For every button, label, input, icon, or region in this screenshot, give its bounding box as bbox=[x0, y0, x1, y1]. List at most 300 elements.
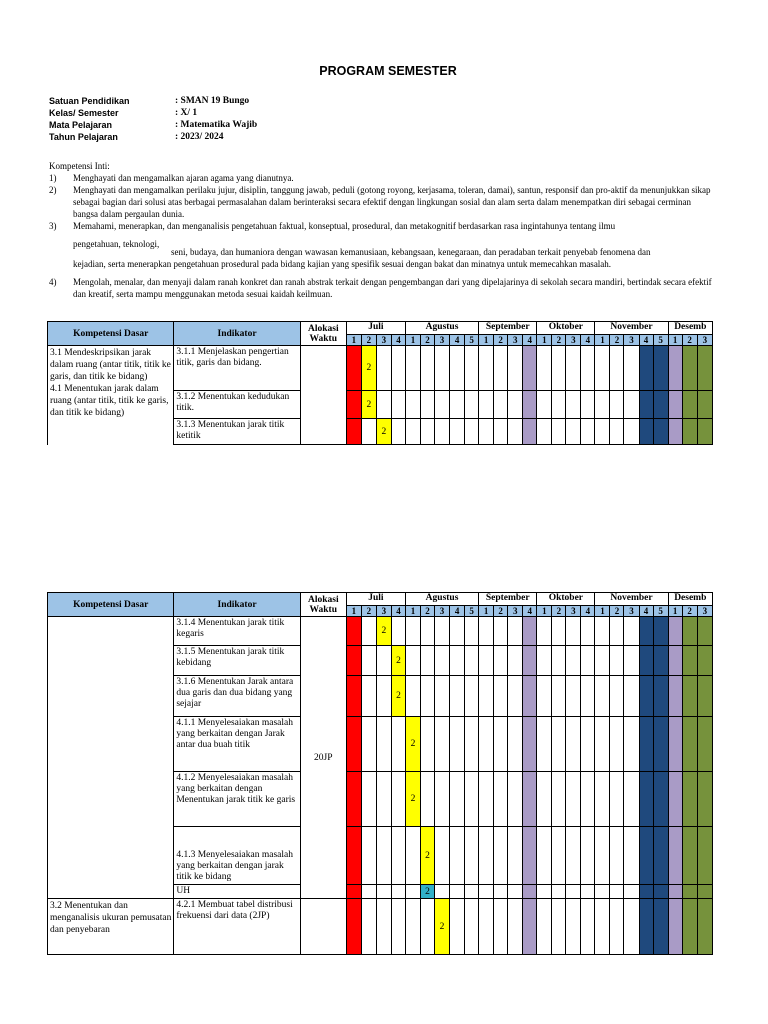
ki-text: Menghayati dan mengamalkan perilaku jujur, disiplin, tanggung jawab, peduli (gotong royong, kerjasama, toleran, damai), santun, responsif dan pro-aktif da menunjukkan sikap sebagai bagian dari solusi atas berbagai permasalahan dalam berinteraksi secara efektif dengan lingkungan sosial dan alam serta dalam menempatkan diri sebagai cerminan bangsa dalam pergaulan dunia. bbox=[73, 185, 711, 219]
week-cell bbox=[610, 717, 624, 772]
meta-row bbox=[49, 119, 257, 131]
week-cell bbox=[346, 827, 361, 885]
week-cell bbox=[537, 617, 552, 646]
ki-text-line: Memahami, menerapkan, dan menganalisis pengetahuan faktual, konseptual, prosedural, dan metakognitif berdasarkan rasa ingintahunya tentang ilmu bbox=[73, 221, 616, 231]
week-cell bbox=[435, 646, 450, 676]
ki-item bbox=[49, 172, 714, 184]
week-cell bbox=[653, 419, 668, 445]
week-cell bbox=[537, 419, 552, 445]
week-cell bbox=[346, 899, 361, 955]
week-cell bbox=[581, 772, 595, 827]
week-cell bbox=[610, 899, 624, 955]
week-cell bbox=[668, 899, 682, 955]
week-cell bbox=[682, 419, 697, 445]
week-cell bbox=[479, 885, 494, 899]
week-cell bbox=[653, 617, 668, 646]
week-cell bbox=[552, 646, 566, 676]
week-cell bbox=[581, 717, 595, 772]
week-cell bbox=[450, 717, 465, 772]
header-indikator: Indikator bbox=[174, 322, 300, 346]
week-cell bbox=[346, 646, 361, 676]
header-week: 5 bbox=[465, 606, 479, 617]
week-cell bbox=[479, 346, 494, 391]
alokasi-cell bbox=[300, 899, 346, 955]
week-cell bbox=[435, 717, 450, 772]
week-cell bbox=[610, 617, 624, 646]
week-cell bbox=[361, 676, 376, 717]
week-cell bbox=[465, 885, 479, 899]
week-cell bbox=[361, 772, 376, 827]
schedule-value: 2 bbox=[376, 419, 391, 445]
header-month: November bbox=[595, 593, 668, 606]
week-cell bbox=[610, 676, 624, 717]
week-cell bbox=[465, 391, 479, 419]
week-cell bbox=[435, 772, 450, 827]
ki-text-line: pengetahuan, teknologi, bbox=[73, 239, 160, 249]
week-cell bbox=[610, 885, 624, 899]
week-cell bbox=[391, 827, 405, 885]
week-cell bbox=[639, 646, 653, 676]
ki-heading: Kompetensi Inti: bbox=[49, 161, 110, 171]
week-cell bbox=[435, 885, 450, 899]
week-cell bbox=[376, 346, 391, 391]
week-cell bbox=[595, 391, 610, 419]
week-cell bbox=[624, 717, 639, 772]
week-cell bbox=[421, 391, 435, 419]
week-cell bbox=[595, 676, 610, 717]
week-cell bbox=[421, 676, 435, 717]
week-cell bbox=[624, 391, 639, 419]
header-week: 1 bbox=[479, 335, 494, 346]
week-cell bbox=[479, 899, 494, 955]
week-cell bbox=[450, 676, 465, 717]
week-cell bbox=[595, 617, 610, 646]
week-cell bbox=[391, 419, 405, 445]
week-cell bbox=[668, 346, 682, 391]
week-cell bbox=[405, 899, 420, 955]
week-cell bbox=[653, 346, 668, 391]
ki-number: 2) bbox=[49, 185, 57, 195]
week-cell bbox=[465, 899, 479, 955]
week-cell bbox=[552, 419, 566, 445]
header-week: 4 bbox=[581, 606, 595, 617]
week-cell bbox=[682, 346, 697, 391]
week-cell bbox=[523, 885, 537, 899]
week-cell bbox=[566, 646, 581, 676]
kompetensi-inti bbox=[49, 160, 714, 300]
week-cell bbox=[624, 617, 639, 646]
week-cell bbox=[361, 646, 376, 676]
schedule-value: 2 bbox=[405, 717, 420, 772]
week-cell bbox=[581, 676, 595, 717]
header-month: Desemb bbox=[668, 593, 712, 606]
week-cell bbox=[610, 419, 624, 445]
schedule-value: 2 bbox=[376, 617, 391, 646]
ki-item bbox=[49, 276, 714, 300]
indikator-cell: 3.1.6 Menentukan Jarak antara dua garis dan dua bidang yang sejajar bbox=[174, 676, 300, 717]
week-cell bbox=[494, 646, 508, 676]
schedule-value: 2 bbox=[361, 346, 376, 391]
header-week: 2 bbox=[421, 606, 435, 617]
header-week: 2 bbox=[682, 335, 697, 346]
week-cell bbox=[595, 899, 610, 955]
week-cell bbox=[668, 717, 682, 772]
header-week: 2 bbox=[682, 606, 697, 617]
week-cell bbox=[479, 717, 494, 772]
header-week: 2 bbox=[552, 335, 566, 346]
table-row bbox=[48, 899, 713, 955]
schedule-table-1 bbox=[47, 321, 713, 445]
week-cell bbox=[668, 617, 682, 646]
week-cell bbox=[494, 717, 508, 772]
header-week: 3 bbox=[376, 335, 391, 346]
schedule-value: 2 bbox=[421, 827, 435, 885]
week-cell bbox=[639, 676, 653, 717]
header-week: 2 bbox=[494, 335, 508, 346]
week-cell bbox=[639, 827, 653, 885]
week-cell bbox=[581, 617, 595, 646]
week-cell bbox=[566, 617, 581, 646]
week-cell bbox=[479, 646, 494, 676]
meta-label: Kelas/ Semester bbox=[49, 108, 119, 118]
week-cell bbox=[508, 391, 523, 419]
week-cell bbox=[668, 676, 682, 717]
week-cell bbox=[465, 827, 479, 885]
week-cell bbox=[508, 346, 523, 391]
header-row-months bbox=[48, 322, 713, 335]
week-cell bbox=[523, 717, 537, 772]
week-cell bbox=[653, 676, 668, 717]
week-cell bbox=[566, 717, 581, 772]
week-cell bbox=[668, 772, 682, 827]
week-cell bbox=[523, 419, 537, 445]
week-cell bbox=[361, 899, 376, 955]
week-cell bbox=[376, 391, 391, 419]
week-cell bbox=[682, 646, 697, 676]
week-cell bbox=[595, 885, 610, 899]
header-week: 1 bbox=[595, 606, 610, 617]
header-week: 4 bbox=[639, 606, 653, 617]
week-cell bbox=[361, 617, 376, 646]
week-cell bbox=[508, 899, 523, 955]
header-week: 1 bbox=[595, 335, 610, 346]
week-cell bbox=[552, 717, 566, 772]
week-cell bbox=[581, 885, 595, 899]
indikator-cell: 4.1.3 Menyelesaiakan masalah yang berkaitan dengan jarak titik ke bidang bbox=[174, 827, 300, 885]
header-month: November bbox=[595, 322, 668, 335]
week-cell bbox=[391, 717, 405, 772]
week-cell bbox=[682, 772, 697, 827]
week-cell bbox=[697, 346, 712, 391]
header-week: 3 bbox=[376, 606, 391, 617]
week-cell bbox=[697, 772, 712, 827]
week-cell bbox=[566, 827, 581, 885]
week-cell bbox=[682, 899, 697, 955]
week-cell bbox=[697, 885, 712, 899]
indikator-cell: 3.1.5 Menentukan jarak titik kebidang bbox=[174, 646, 300, 676]
meta-label: Tahun Pelajaran bbox=[49, 132, 118, 142]
week-cell bbox=[523, 899, 537, 955]
header-week: 1 bbox=[346, 335, 361, 346]
header-month: Desemb bbox=[668, 322, 712, 335]
week-cell bbox=[465, 617, 479, 646]
ki-text: Mengolah, menalar, dan menyaji dalam ranah konkret dan ranah abstrak terkait dengan pengembangan dari yang dipelajarinya di sekolah secara mandiri, bertindak secara efektif dan kreatif, serta mampu menggunakan metoda sesuai kaidah keilmuan. bbox=[73, 277, 712, 299]
week-cell bbox=[405, 391, 420, 419]
week-cell bbox=[405, 617, 420, 646]
week-cell bbox=[405, 676, 420, 717]
header-week: 4 bbox=[450, 335, 465, 346]
week-cell bbox=[682, 827, 697, 885]
page-title: PROGRAM SEMESTER bbox=[319, 64, 457, 78]
week-cell bbox=[639, 391, 653, 419]
week-cell bbox=[435, 827, 450, 885]
week-cell bbox=[668, 827, 682, 885]
week-cell bbox=[421, 646, 435, 676]
meta-value: : 2023/ 2024 bbox=[175, 132, 224, 142]
header-month: Oktober bbox=[537, 593, 595, 606]
week-cell bbox=[346, 419, 361, 445]
schedule-value: 2 bbox=[361, 391, 376, 419]
week-cell bbox=[450, 419, 465, 445]
indikator-cell: UH bbox=[174, 885, 300, 899]
meta-row bbox=[49, 131, 257, 143]
indikator-cell: 3.1.4 Menentukan jarak titik kegaris bbox=[174, 617, 300, 646]
header-week: 2 bbox=[552, 606, 566, 617]
week-cell bbox=[391, 885, 405, 899]
header-week: 2 bbox=[361, 606, 376, 617]
week-cell bbox=[624, 772, 639, 827]
week-cell bbox=[653, 391, 668, 419]
ki-text bbox=[73, 220, 714, 270]
schedule-value: 2 bbox=[405, 772, 420, 827]
week-cell bbox=[552, 676, 566, 717]
week-cell bbox=[361, 885, 376, 899]
week-cell bbox=[537, 827, 552, 885]
week-cell bbox=[346, 391, 361, 419]
week-cell bbox=[346, 772, 361, 827]
header-week: 5 bbox=[653, 606, 668, 617]
week-cell bbox=[653, 885, 668, 899]
week-cell bbox=[624, 676, 639, 717]
week-cell bbox=[668, 419, 682, 445]
week-cell bbox=[376, 885, 391, 899]
kd-text: 4.1 Menentukan jarak dalam ruang (antar titik, titik ke garis, dan titik ke bidang) bbox=[50, 384, 169, 418]
week-cell bbox=[537, 772, 552, 827]
week-cell bbox=[537, 676, 552, 717]
week-cell bbox=[376, 772, 391, 827]
table-row bbox=[48, 617, 713, 646]
header-alokasi-waktu: Alokasi Waktu bbox=[300, 593, 346, 617]
week-cell bbox=[682, 885, 697, 899]
header-month: Agustus bbox=[405, 322, 478, 335]
header-week: 2 bbox=[361, 335, 376, 346]
week-cell bbox=[653, 646, 668, 676]
week-cell bbox=[405, 419, 420, 445]
indikator-cell: 3.1.1 Menjelaskan pengertian titik, garis dan bidang. bbox=[174, 346, 300, 391]
schedule-value: 2 bbox=[391, 646, 405, 676]
week-cell bbox=[595, 419, 610, 445]
week-cell bbox=[523, 827, 537, 885]
week-cell bbox=[668, 885, 682, 899]
week-cell bbox=[450, 617, 465, 646]
indikator-cell: 4.1.2 Menyelesaiakan masalah yang berkaitan dengan Menentukan jarak titik ke garis bbox=[174, 772, 300, 827]
header-month: Oktober bbox=[537, 322, 595, 335]
header-week: 4 bbox=[639, 335, 653, 346]
week-cell bbox=[376, 899, 391, 955]
week-cell bbox=[595, 717, 610, 772]
week-cell bbox=[479, 419, 494, 445]
week-cell bbox=[639, 617, 653, 646]
week-cell bbox=[494, 885, 508, 899]
week-cell bbox=[508, 885, 523, 899]
week-cell bbox=[552, 346, 566, 391]
week-cell bbox=[450, 899, 465, 955]
week-cell bbox=[346, 885, 361, 899]
week-cell bbox=[537, 899, 552, 955]
week-cell bbox=[697, 676, 712, 717]
header-week: 2 bbox=[421, 335, 435, 346]
week-cell bbox=[508, 419, 523, 445]
header-week: 1 bbox=[405, 335, 420, 346]
week-cell bbox=[697, 899, 712, 955]
week-cell bbox=[494, 391, 508, 419]
header-week: 3 bbox=[624, 606, 639, 617]
kompetensi-dasar-cell: 3.2 Menentukan dan menganalisis ukuran pemusatan dan penyebaran bbox=[48, 899, 174, 955]
week-cell bbox=[523, 772, 537, 827]
header-week: 4 bbox=[523, 606, 537, 617]
week-cell bbox=[668, 646, 682, 676]
week-cell bbox=[624, 646, 639, 676]
ki-text-line: kejadian, serta menerapkan pengetahuan prosedural pada bidang kajian yang spesifik sesuai dengan bakat dan minatnya untuk memecahkan masalah. bbox=[73, 259, 612, 269]
week-cell bbox=[552, 772, 566, 827]
header-week: 3 bbox=[508, 335, 523, 346]
week-cell bbox=[624, 885, 639, 899]
week-cell bbox=[523, 346, 537, 391]
week-cell bbox=[523, 676, 537, 717]
week-cell bbox=[537, 646, 552, 676]
week-cell bbox=[405, 346, 420, 391]
week-cell bbox=[450, 772, 465, 827]
week-cell bbox=[682, 717, 697, 772]
week-cell bbox=[494, 617, 508, 646]
week-cell bbox=[610, 827, 624, 885]
week-cell bbox=[653, 827, 668, 885]
week-cell bbox=[697, 617, 712, 646]
week-cell bbox=[421, 717, 435, 772]
week-cell bbox=[537, 885, 552, 899]
meta-row bbox=[49, 107, 257, 119]
header-month: Agustus bbox=[405, 593, 478, 606]
header-week: 3 bbox=[624, 335, 639, 346]
week-cell bbox=[376, 827, 391, 885]
week-cell bbox=[697, 646, 712, 676]
week-cell bbox=[479, 391, 494, 419]
week-cell bbox=[523, 646, 537, 676]
ki-item bbox=[49, 184, 714, 220]
week-cell bbox=[494, 419, 508, 445]
week-cell bbox=[494, 346, 508, 391]
header-week: 1 bbox=[346, 606, 361, 617]
week-cell bbox=[610, 391, 624, 419]
meta-value: : Matematika Wajib bbox=[175, 120, 258, 130]
week-cell bbox=[465, 419, 479, 445]
week-cell bbox=[405, 827, 420, 885]
week-cell bbox=[391, 899, 405, 955]
week-cell bbox=[653, 899, 668, 955]
ki-number: 3) bbox=[49, 221, 57, 231]
week-cell bbox=[682, 391, 697, 419]
week-cell bbox=[465, 717, 479, 772]
week-cell bbox=[421, 346, 435, 391]
week-cell bbox=[421, 899, 435, 955]
week-cell bbox=[581, 419, 595, 445]
week-cell bbox=[450, 827, 465, 885]
week-cell bbox=[450, 391, 465, 419]
week-cell bbox=[581, 391, 595, 419]
week-cell bbox=[361, 717, 376, 772]
week-cell bbox=[346, 617, 361, 646]
header-week: 3 bbox=[566, 335, 581, 346]
header-kompetensi-dasar: Kompetensi Dasar bbox=[48, 593, 174, 617]
header-week: 3 bbox=[435, 335, 450, 346]
meta-label: Mata Pelajaran bbox=[49, 120, 113, 130]
header-week: 2 bbox=[610, 606, 624, 617]
header-week: 3 bbox=[697, 606, 712, 617]
header-week: 1 bbox=[537, 335, 552, 346]
week-cell bbox=[653, 717, 668, 772]
week-cell bbox=[682, 617, 697, 646]
header-week: 2 bbox=[610, 335, 624, 346]
week-cell bbox=[610, 772, 624, 827]
week-cell bbox=[537, 391, 552, 419]
week-cell bbox=[421, 772, 435, 827]
week-cell bbox=[697, 419, 712, 445]
week-cell bbox=[595, 646, 610, 676]
week-cell bbox=[450, 646, 465, 676]
week-cell bbox=[361, 419, 376, 445]
ki-number: 4) bbox=[49, 277, 57, 287]
header-week: 4 bbox=[450, 606, 465, 617]
week-cell bbox=[624, 827, 639, 885]
header-week: 5 bbox=[465, 335, 479, 346]
week-cell bbox=[537, 346, 552, 391]
week-cell bbox=[465, 346, 479, 391]
header-week: 3 bbox=[697, 335, 712, 346]
indikator-cell: 3.1.3 Menentukan jarak titik ketitik bbox=[174, 419, 300, 445]
week-cell bbox=[465, 676, 479, 717]
alokasi-value: 20JP bbox=[314, 752, 333, 763]
header-week: 3 bbox=[435, 606, 450, 617]
ki-text: Menghayati dan mengamalkan ajaran agama yang dianutnya. bbox=[73, 173, 294, 183]
week-cell bbox=[465, 772, 479, 827]
alokasi-cell bbox=[300, 346, 346, 445]
week-cell bbox=[465, 646, 479, 676]
week-cell bbox=[391, 346, 405, 391]
header-week: 1 bbox=[668, 606, 682, 617]
week-cell bbox=[537, 717, 552, 772]
week-cell bbox=[581, 899, 595, 955]
header-week: 4 bbox=[391, 335, 405, 346]
week-cell bbox=[346, 717, 361, 772]
identity-block bbox=[49, 95, 257, 143]
week-cell bbox=[697, 391, 712, 419]
week-cell bbox=[639, 717, 653, 772]
week-cell bbox=[639, 899, 653, 955]
week-cell bbox=[376, 717, 391, 772]
header-month: September bbox=[479, 593, 537, 606]
meta-value: : X/ 1 bbox=[175, 108, 198, 118]
header-week: 3 bbox=[566, 606, 581, 617]
